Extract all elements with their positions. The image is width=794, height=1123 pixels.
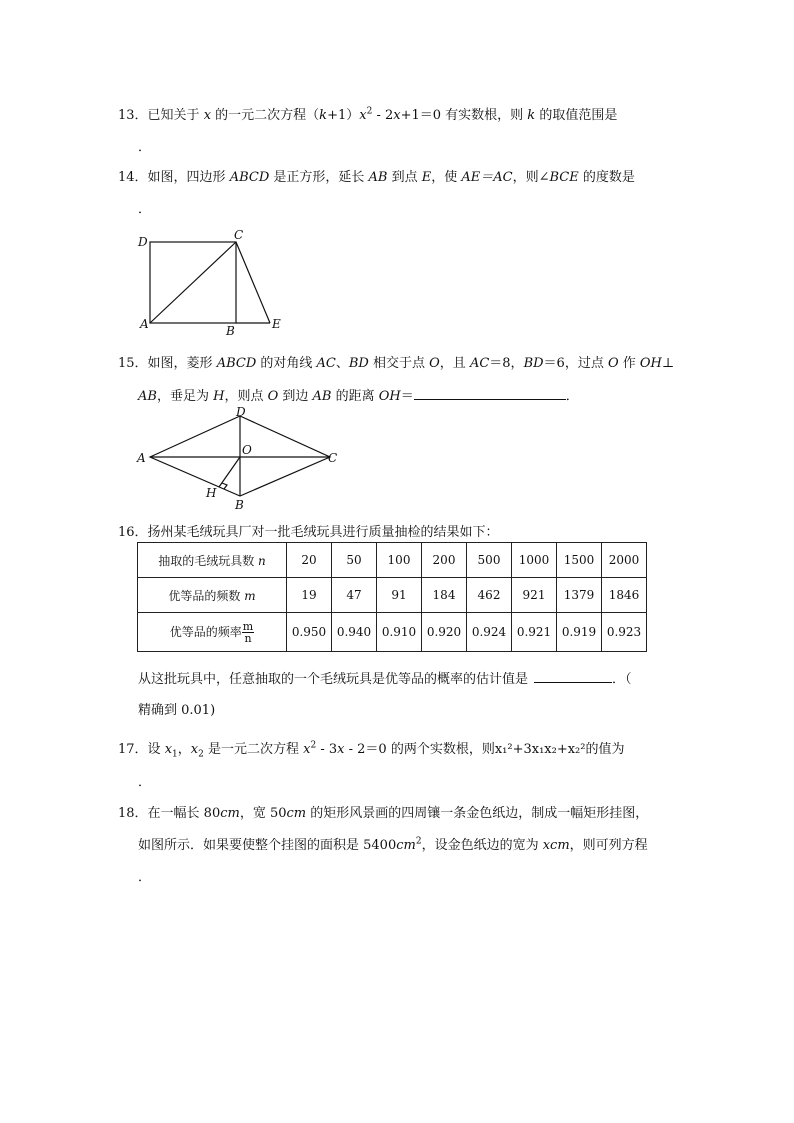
q16-precision-note: 精确到 0.01) (138, 703, 216, 718)
table-cell: 0.910 (377, 613, 422, 652)
q15-var: OH (378, 389, 401, 404)
q18-unit: cm (286, 806, 307, 821)
q18-end: ． (138, 870, 152, 885)
q15-var: OH (639, 356, 662, 371)
q17-end: ． (138, 775, 152, 790)
q17-var: x (164, 742, 173, 757)
q16-text: ．（ (612, 672, 632, 687)
label-e: E (272, 317, 281, 331)
q15-var: ABCD (216, 356, 257, 371)
q14-var: AE＝AC (461, 170, 513, 185)
q14-var: E (421, 170, 432, 185)
q14-text: 是正方形，延长 (269, 170, 369, 185)
label-a: A (137, 451, 146, 465)
q18-exponent: 2 (415, 836, 422, 847)
q13-var-x: x (359, 108, 367, 123)
q18-text: 的矩形风景画的四周镶一条金色纸边，制成一幅矩形挂图， (306, 806, 649, 821)
q15-text: 的对角线 (256, 356, 317, 371)
segment-ce (236, 242, 270, 323)
header-label: 抽取的毛绒玩具数 (158, 553, 259, 568)
q14-var: BCE (549, 170, 579, 185)
q14-var: AB (368, 170, 388, 185)
q15-end: ． (565, 389, 579, 404)
q13-var-k: k (319, 108, 328, 123)
q17-text: 的值为 (585, 742, 625, 757)
table-cell: 462 (467, 578, 512, 613)
q17-text: ， (177, 742, 191, 757)
fraction (242, 621, 254, 644)
table-cell: 1379 (557, 578, 602, 613)
label-o: O (242, 443, 252, 457)
q17-subscript: 2 (198, 749, 204, 760)
label-b: B (226, 324, 235, 338)
table-cell: 47 (332, 578, 377, 613)
q13-text: +1） (327, 108, 360, 123)
q18-text: ，设金色纸边的宽为 (421, 838, 543, 853)
q13-text: +1＝0 有实数根，则 (400, 108, 528, 123)
q14-number: 14． (118, 170, 148, 185)
q14-text: 的度数是 (578, 170, 635, 185)
table-cell: 0.940 (332, 613, 377, 652)
q15-var: O (607, 356, 619, 371)
table-row (138, 578, 647, 613)
q15-text: ，且 (439, 356, 470, 371)
q15-text: 、 (335, 356, 349, 371)
table-cell: 1000 (512, 543, 557, 578)
q15-var: AB (138, 389, 157, 404)
rhombus-figure (134, 404, 349, 512)
q13-var-x: x (203, 108, 212, 123)
q18-text: ，宽 50 (239, 806, 287, 821)
table-cell: 200 (422, 543, 467, 578)
q15-var: BD (523, 356, 544, 371)
q15-var: O (429, 356, 440, 371)
row-header (138, 613, 287, 652)
table-cell: 2000 (602, 543, 647, 578)
q13-var-k: k (527, 108, 536, 123)
q15-text: ，垂足为 (156, 389, 214, 404)
q16-answer-blank[interactable] (534, 682, 612, 683)
label-c: C (328, 451, 338, 465)
q18-line2 (138, 834, 648, 853)
square-figure (130, 222, 300, 340)
label-b: B (235, 498, 244, 512)
q17-var: x (303, 742, 311, 757)
label-d: D (236, 405, 246, 419)
q14-text: 到点 (387, 170, 422, 185)
q15-text: 到边 (278, 389, 313, 404)
q15-text: 作 (618, 356, 640, 371)
segment-oh (219, 457, 240, 487)
table-cell: 0.921 (512, 613, 557, 652)
q14-line1 (118, 166, 635, 185)
q18-text: 在一幅长 80 (147, 806, 221, 821)
q18-unit: cm (220, 806, 240, 821)
label-h: H (206, 486, 217, 500)
q16-number: 16． (118, 525, 148, 540)
q13-text: 的一元二次方程（ (211, 108, 320, 123)
header-var: m (244, 588, 256, 603)
row-header (138, 578, 287, 613)
q15-text: 相交于点 (368, 356, 430, 371)
q16-line2 (138, 668, 632, 687)
q13-text: 的取值范围是 (535, 108, 618, 123)
q15-text: ＝ (400, 389, 414, 404)
q13-exponent: 2 (366, 106, 373, 117)
q17-text: - 3 (316, 742, 338, 757)
q17-text: 是一元二次方程 (203, 742, 304, 757)
q18-text: ，则可列方程 (569, 838, 648, 853)
q15-text: ⊥ (661, 356, 675, 371)
q15-text: 如图，菱形 (147, 356, 217, 371)
q15-var: BD (348, 356, 369, 371)
q18-var: xcm (542, 838, 570, 853)
table-cell: 50 (332, 543, 377, 578)
header-var: n (258, 553, 266, 568)
row-header (138, 543, 287, 578)
q15-var: H (213, 389, 225, 404)
table-cell: 100 (377, 543, 422, 578)
q13-end: ． (138, 140, 152, 155)
q18-text: 如图所示．如果要使整个挂图的面积是 5400 (138, 838, 397, 853)
q14-text: 如图，四边形 (147, 170, 230, 185)
q17-line1 (118, 738, 625, 760)
q15-text: ＝8， (489, 356, 524, 371)
table-cell: 0.919 (557, 613, 602, 652)
header-label: 优等品的频率 (169, 624, 242, 639)
diagonal-ac (150, 242, 236, 323)
q17-expression: x₁²+3x₁x₂+x₂² (494, 742, 586, 757)
q15-number: 15． (118, 356, 148, 371)
q16-line1 (118, 521, 499, 540)
q17-number: 17． (118, 742, 148, 757)
q17-text: 设 (147, 742, 165, 757)
q15-text: ，则点 (224, 389, 268, 404)
q18-line1 (118, 802, 648, 821)
table-cell: 20 (287, 543, 332, 578)
table-row (138, 543, 647, 578)
table-cell: 0.923 (602, 613, 647, 652)
fraction-numerator: m (242, 619, 254, 633)
table-cell: 184 (422, 578, 467, 613)
label-c: C (234, 228, 244, 242)
q15-var: AB (312, 389, 332, 404)
frequency-table (137, 542, 647, 652)
q15-var: AC (316, 356, 336, 371)
q15-text: 的距离 (331, 389, 379, 404)
table-cell: 1846 (602, 578, 647, 613)
q15-line1 (118, 352, 674, 371)
q17-text: - 2＝0 的两个实数根，则 (344, 742, 495, 757)
q16-question: 从这批玩具中，任意抽取的一个毛绒玩具是优等品的概率的估计值是 (138, 672, 529, 687)
q16-intro: 扬州某毛绒玩具厂对一批毛绒玩具进行质量抽检的结果如下： (147, 525, 499, 540)
q14-end: ． (138, 202, 152, 217)
q15-var: O (267, 389, 279, 404)
table-cell: 500 (467, 543, 512, 578)
q17-subscript: 1 (172, 749, 178, 760)
table-cell: 921 (512, 578, 557, 613)
q17-var: x (337, 742, 345, 757)
q15-line2 (138, 385, 579, 404)
q17-var: x (190, 742, 199, 757)
table-cell: 0.924 (467, 613, 512, 652)
label-d: D (138, 235, 148, 249)
q13-text: - 2 (372, 108, 394, 123)
fraction-denominator: n (244, 631, 252, 645)
q14-var: ABCD (229, 170, 270, 185)
label-a: A (140, 317, 149, 331)
table-cell: 19 (287, 578, 332, 613)
table-cell: 0.920 (422, 613, 467, 652)
q13-line1 (118, 104, 617, 123)
q18-number: 18． (118, 806, 148, 821)
q14-text: ，使 (431, 170, 462, 185)
q15-text: ＝6，过点 (543, 356, 608, 371)
table-row (138, 613, 647, 652)
table-cell: 1500 (557, 543, 602, 578)
header-label: 优等品的频数 (168, 588, 245, 603)
q14-text: ，则∠ (512, 170, 550, 185)
q15-var: AC (469, 356, 490, 371)
q13-var-x: x (393, 108, 401, 123)
table-cell: 91 (377, 578, 422, 613)
q17-exponent: 2 (310, 740, 317, 751)
q13-number: 13． (118, 108, 148, 123)
q18-unit: cm (396, 838, 416, 853)
table-cell: 0.950 (287, 613, 332, 652)
q13-text: 已知关于 (147, 108, 204, 123)
q15-answer-blank[interactable] (414, 399, 566, 400)
